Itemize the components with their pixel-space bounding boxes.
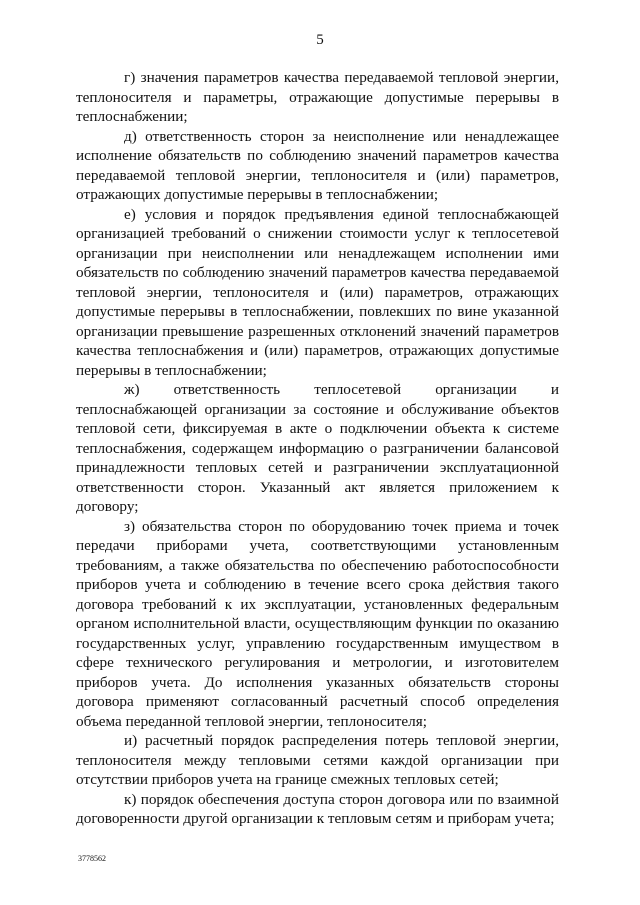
document-id: 3778562 xyxy=(78,854,106,863)
paragraph-i: и) расчетный порядок распределения потерь тепловой энергии, теплоносителя между тепловыми сетями каждой организации при отсутствии приборов учета на границе смежных тепловых сетей; xyxy=(76,732,559,788)
paragraph-k: к) порядок обеспечения доступа сторон договора или по взаимной договоренности другой организации к тепловым сетям и приборам учета; xyxy=(76,790,559,827)
document-body xyxy=(76,68,559,829)
page-number: 5 xyxy=(316,32,324,48)
paragraph-zh: ж) ответственность теплосетевой организации и теплоснабжающей организации за состояние и обслуживание объектов тепловой сети, фиксируемая в акте о подключении объекта к системе теплоснабжения, содержащем информацию о разграничении балансовой принадлежности тепловых сетей и разграничении эксплуатационной ответственности сторон. Указанный акт является приложением к договору; xyxy=(76,381,559,515)
paragraph-g: г) значения параметров качества передаваемой тепловой энергии, теплоносителя и параметры, отражающие допустимые перерывы в теплоснабжении; xyxy=(76,69,559,125)
paragraph-d: д) ответственность сторон за неисполнение или ненадлежащее исполнение обязательств по соблюдению значений параметров качества передаваемой тепловой энергии, теплоносителя и (или) параметров, отражающих допустимые перерывы в теплоснабжении; xyxy=(76,127,559,203)
paragraph-z: з) обязательства сторон по оборудованию точек приема и точек передачи приборами учета, соответствующими установленным требованиям, а также обязательства по обеспечению работоспособности приборов учета и соблюдению в течение всего срока действия такого договора требований к их эксплуатации, установленных федеральным органом исполнительной власти, осуществляющим функции по оказанию государственных услуг, управлению государственным имуществом в сфере технического регулирования и метрологии, и изготовителем приборов учета. До исполнения указанных обязательств стороны договора применяют согласованный расчетный способ определения объема переданной тепловой энергии, теплоносителя; xyxy=(76,517,559,730)
paragraph-e: е) условия и порядок предъявления единой теплоснабжающей организацией требований о снижении стоимости услуг к теплосетевой организации при неисполнении или ненадлежащем исполнении ими обязательств по соблюдению значений параметров качества передаваемой тепловой энергии, теплоносителя и (или) параметров, отражающих допустимые перерывы в теплоснабжении, повлекших по вине указанной организации превышение разрешенных отклонений значений параметров качества теплоснабжения и (или) параметров, отражающих допустимые перерывы в теплоснабжении; xyxy=(76,205,559,379)
